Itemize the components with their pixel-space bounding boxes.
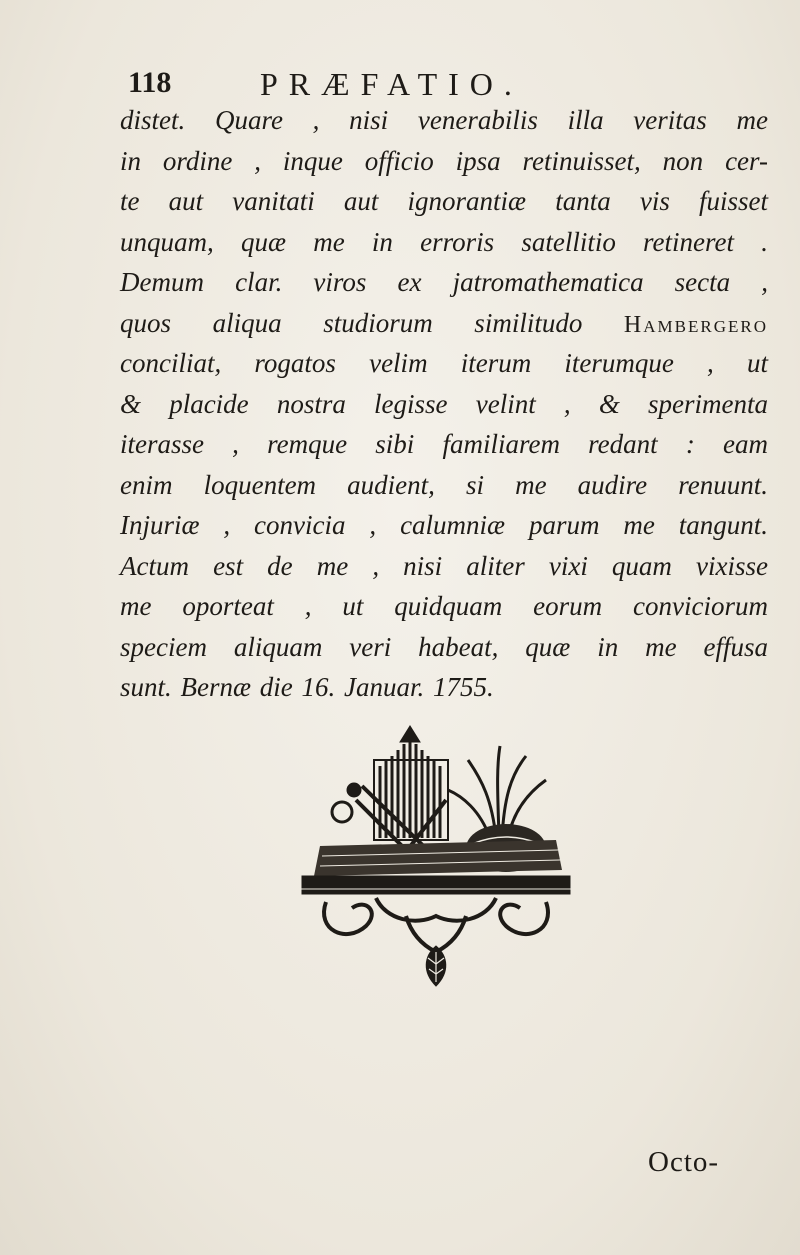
text-line-start: quos aliqua studiorum similitudo: [120, 307, 583, 338]
body-text: [120, 100, 768, 708]
text-line: unquam, quæ me in erroris satellitio retineret .: [120, 226, 768, 257]
text-line: Actum est de me , nisi aliter vixi quam vixisse: [120, 550, 768, 581]
text-line: Injuriæ , convicia , calumniæ parum me tangunt.: [120, 510, 768, 540]
text-line: te aut vanitati aut ignorantiæ tanta vis fuisset: [120, 186, 768, 216]
text-line: conciliat, rogatos velim iterum iterumque , ut: [120, 348, 768, 378]
text-line: sunt. Bernæ die 16. Januar. 1755.: [120, 672, 494, 702]
text-line: in ordine , inque officio ipsa retinuisset, non cer-: [120, 145, 768, 176]
page-number: 118: [128, 66, 172, 99]
text-line: me oporteat , ut quidquam eorum conviciorum: [120, 591, 768, 621]
text-line: & placide nostra legisse velint , & sperimenta: [120, 388, 768, 419]
name-smallcaps: Hambergero: [623, 311, 768, 338]
text-line: enim loquentem audient, si me audire renuunt.: [120, 469, 768, 500]
catchword: Octo-: [648, 1146, 720, 1178]
text-line: distet. Quare , nisi venerabilis illa veritas me: [120, 105, 768, 135]
text-line: iterasse , remque sibi familiarem redant : eam: [120, 429, 768, 459]
text-line: speciem aliquam veri habeat, quæ in me effusa: [120, 631, 768, 662]
text-line: Demum clar. viros ex jatromathematica secta ,: [120, 267, 768, 297]
tailpiece-vignette-icon: [296, 720, 576, 990]
running-title: PRÆFATIO.: [260, 66, 523, 102]
text-line: [120, 303, 768, 344]
